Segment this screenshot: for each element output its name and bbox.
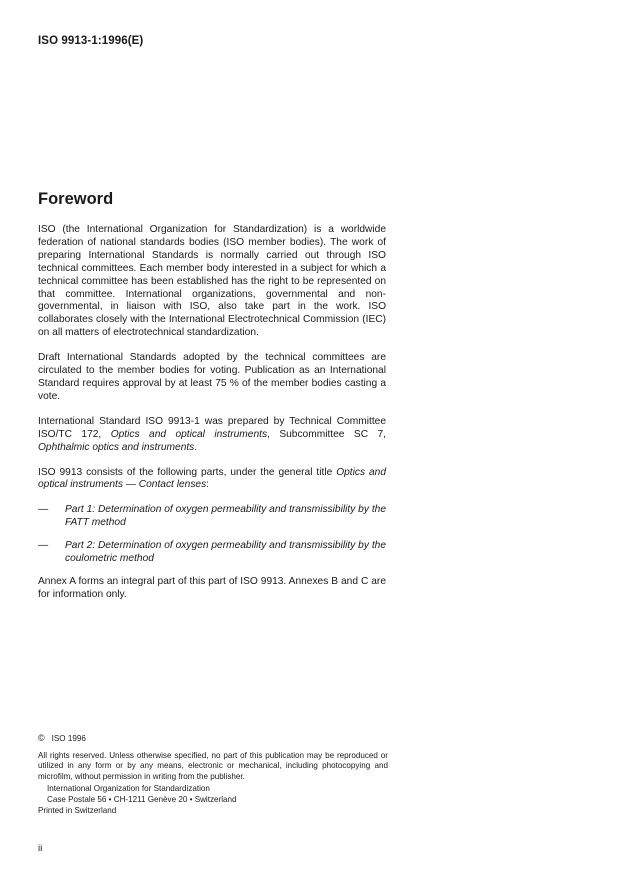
page-number: ii [38,843,43,854]
preparation-text-c: , Subcommittee SC 7, [267,428,387,440]
parts-intro-text-c: : [206,479,210,491]
copyright-line [38,733,388,745]
preparation-text-a: International Standard ISO 9913-1 was prepared by Technical Committee ISO/TC 172, [38,415,386,440]
committee-title: Optics and optical instruments [110,428,268,440]
copyright-year: ISO 1996 [51,734,86,743]
general-title: Optics and optical instruments — Contact lenses [38,466,386,491]
subcommittee-title: Ophthalmic optics and instruments [38,441,195,453]
paragraph-iso-intro: ISO (the International Organization for Standardization) is a worldwide federation of national standards bodies (ISO member bodies). The work of preparing International Standards is normally carried out through ISO technical committees. Each member body interested in a subject for which a technical committee has been established has the right to be represented on that committee. International organizations, governmental and non-governmental, in liaison with ISO, also take part in the work. ISO collaborates closely with the International Electrotechnical Commission (IEC) on all matters of electrotechnical standardization. [38,224,386,339]
publisher-name: International Organization for Standardization [47,784,210,794]
parts-intro-text-a: ISO 9913 consists of the following parts, under the general title [38,466,337,478]
paragraph-parts-intro [38,467,386,493]
list-dash: — [38,540,49,552]
preparation-text-e: . [194,441,198,453]
list-dash: — [38,504,49,516]
copyright-block [38,733,388,816]
paragraph-annexes: Annex A forms an integral part of this part of ISO 9913. Annexes B and C are for information only. [38,575,386,600]
part-2-title: Part 2: Determination of oxygen permeability and transmissibility by the coulometric method [65,540,386,565]
copyright-icon: © [38,733,45,743]
publisher-address: Case Postale 56 • CH-1211 Genève 20 • Switzerland [47,794,237,804]
list-item [38,504,386,530]
section-title: Foreword [38,190,114,208]
paragraph-draft-standards: Draft International Standards adopted by the technical committees are circulated to the member bodies for voting. Publication as an International Standard requires approval by at least 75 % of the member bodies casting a vote. [38,352,386,402]
paragraph-preparation [38,416,386,455]
document-id: ISO 9913-1:1996(E) [38,35,144,47]
printed-in: Printed in Switzerland [38,805,117,815]
rights-notice: All rights reserved. Unless otherwise specified, no part of this publication may be reproduced or utilized in any form or by any means, electronic or mechanical, including photocopying and microfilm, without permission in writing from the publisher. [38,750,388,781]
list-item [38,540,386,566]
foreword-body [38,224,386,614]
part-1-title: Part 1: Determination of oxygen permeability and transmissibility by the FATT method [65,504,386,529]
